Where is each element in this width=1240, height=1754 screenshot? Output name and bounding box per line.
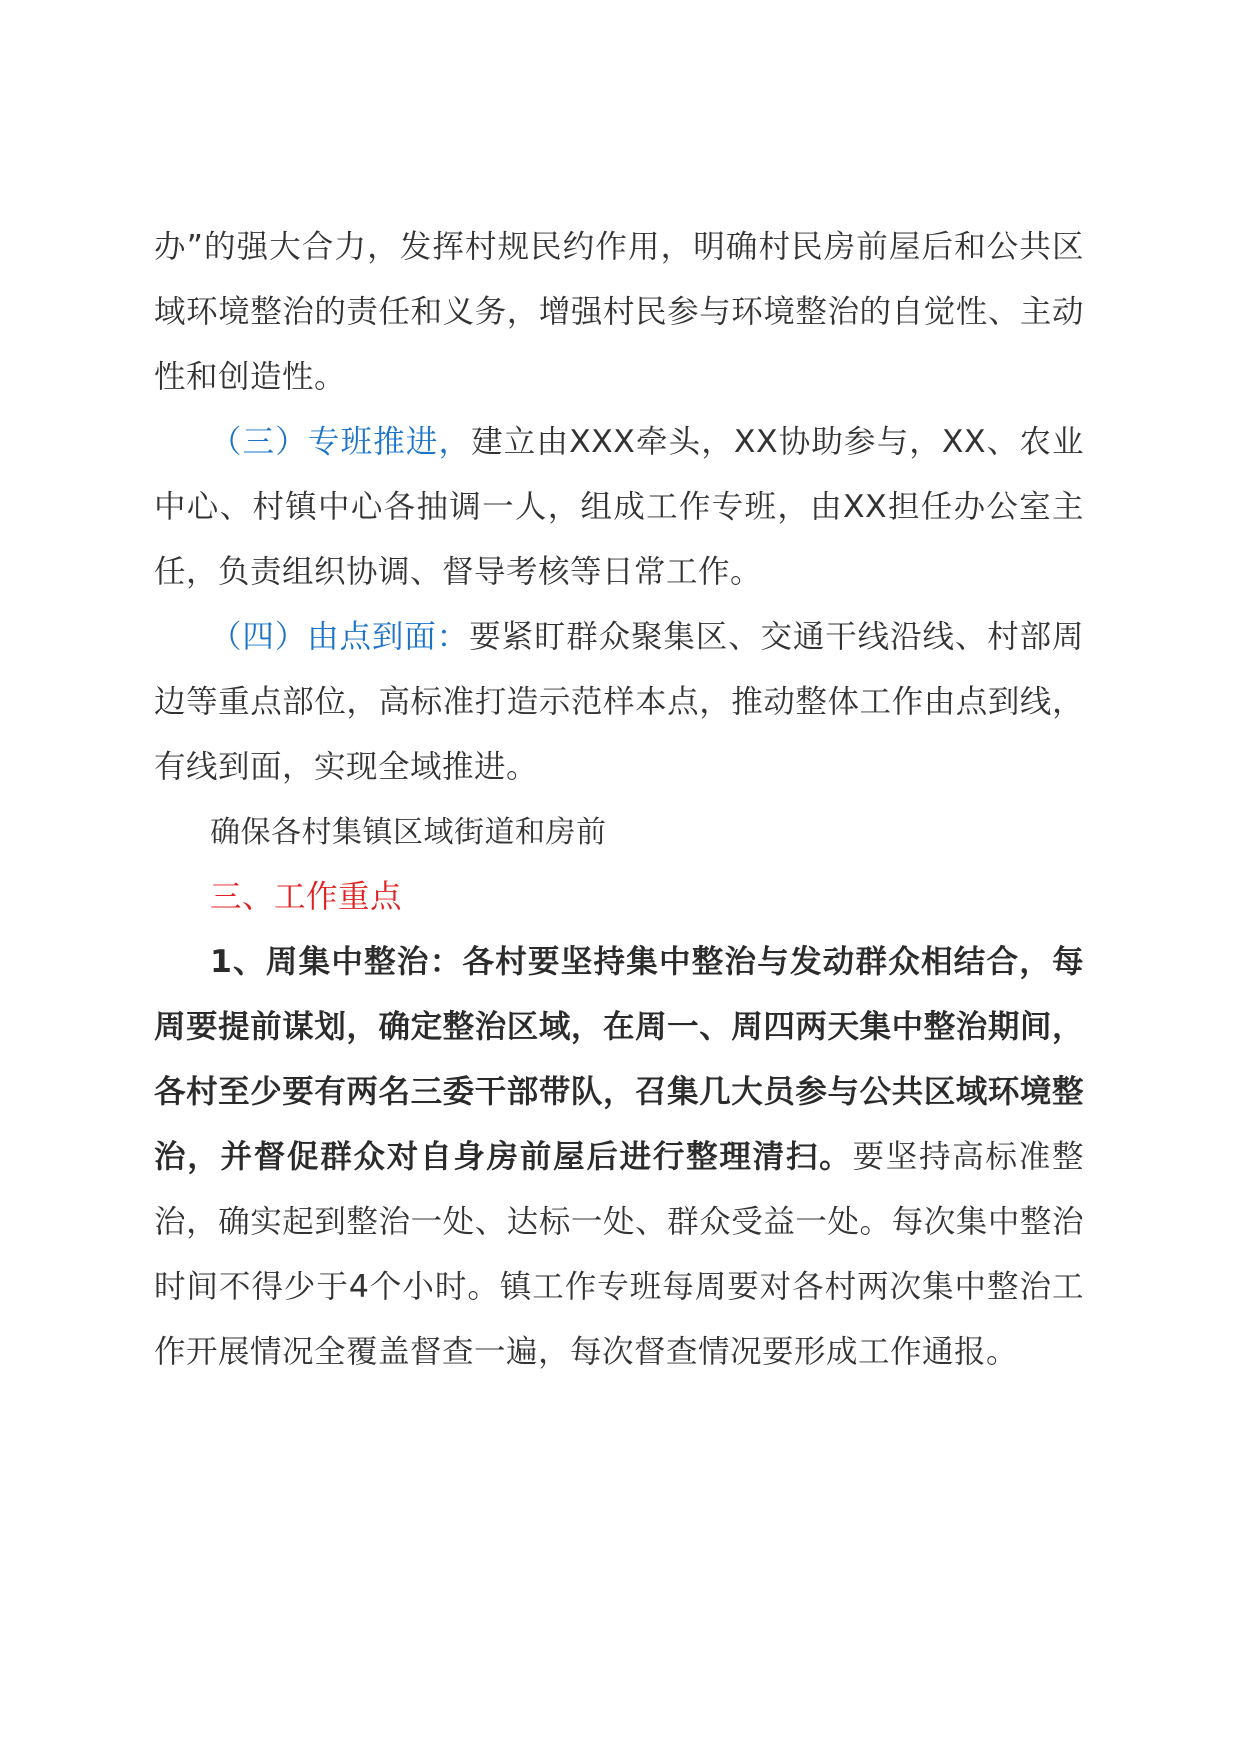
paragraph-fragment: 确保各村集镇区域街道和房前 xyxy=(210,815,607,850)
paragraph-1: 办”的强大合力，发挥村规民约作用，明确村民房前屋后和公共区域环境整治的责任和义务，增强村民参与环境整治的自觉性、主动性和创造性。 xyxy=(154,229,1084,395)
subheading-special-team: （三）专班推进， xyxy=(210,424,472,460)
document-page xyxy=(154,215,1084,1385)
paragraph-special-team xyxy=(154,410,1084,605)
paragraph-special-team-body: 建立由XXX牵头，XX协助参与，XX、农业中心、村镇中心各抽调一人，组成工作专班，由XX担任办公室主任，负责组织协调、督导考核等日常工作。 xyxy=(154,424,1084,590)
weekly-cleanup-bold-text: 1、周集中整治：各村要坚持集中整治与发动群众相结合，每周要提前谋划，确定整治区域，在周一、周四两天集中整治期间，各村至少要有两名三委干部带队，召集几大员参与公共区域环境整治，并督促群众对自身房前屋后进行整理清扫。 xyxy=(154,944,1084,1175)
subheading-point-to-area: （四）由点到面： xyxy=(210,619,470,655)
paragraph-point-to-area-body: 要紧盯群众聚集区、交通干线沿线、村部周边等重点部位，高标准打造示范样本点，推动整体工作由点到线，有线到面，实现全域推进。 xyxy=(154,619,1084,785)
paragraph-point-to-area xyxy=(154,605,1084,800)
weekly-cleanup-body: 要坚持高标准整治，确实起到整治一处、达标一处、群众受益一处。每次集中整治时间不得少于4个小时。镇工作专班每周要对各村两次集中整治工作开展情况全覆盖督查一遍，每次督查情况要形成工作通报。 xyxy=(154,1139,1084,1370)
section-title: 三、工作重点 xyxy=(210,879,403,915)
paragraph-weekly-cleanup xyxy=(154,930,1084,1385)
